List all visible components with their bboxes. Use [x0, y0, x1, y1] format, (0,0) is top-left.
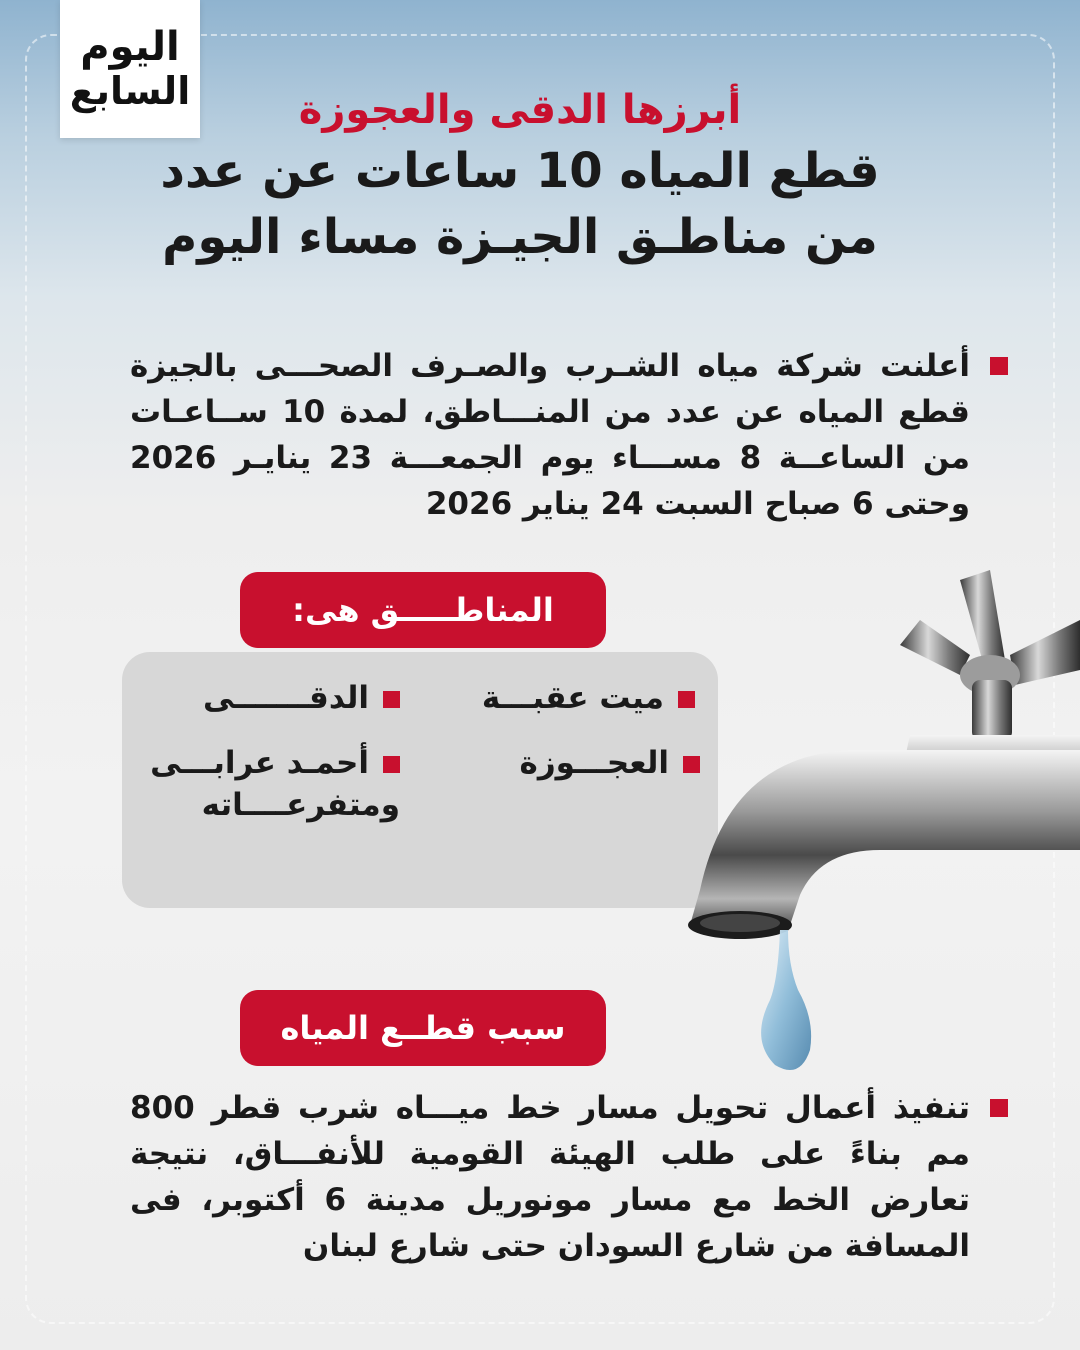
logo-line-1: اليوم	[80, 24, 180, 70]
areas-heading: المناطـــــق هى:	[292, 591, 554, 629]
reason-text: تنفيذ أعمال تحويل مسار خط ميـــاه شرب قطر 800 مم بناءً على طلب الهيئة القومية للأنفـــاق، نتيجة تعارض الخط مع مسار مونوريل مدينة 6 أكتوبر، فى المسافة من شارع السودان حتى شارع لبنان	[130, 1090, 970, 1264]
bullet-square-icon	[383, 756, 400, 773]
reason-paragraph	[130, 1085, 970, 1269]
area-label: العجـــوزة	[519, 745, 669, 781]
area-label: الدقـــــــى	[202, 680, 369, 716]
area-label: ميت عقبـــة	[481, 680, 664, 716]
faucet-icon	[660, 560, 1080, 1090]
header-title-line-2: من مناطـق الجيـزة مساء اليوم	[162, 209, 878, 265]
area-item	[203, 677, 400, 719]
header-subtitle: أبرزها الدقى والعجوزة	[298, 87, 742, 133]
reason-heading-pill	[240, 990, 606, 1066]
area-item	[140, 742, 400, 826]
bullet-square-icon	[383, 691, 400, 708]
logo-line-2: السابع	[69, 69, 191, 113]
announcement-text: أعلنت شركة مياه الشـرب والصـرف الصحـــى بالجيزة قطع المياه عن عدد من المنـــاطق، لمدة 10 ســاعـات من الساعــة 8 مســـاء يوم الجمعـــة 23 ينايـر 2026 وحتى 6 صباح السبت 24 يناير 2026	[130, 348, 970, 522]
header-title-line-1: قطع المياه 10 ساعات عن عدد	[160, 143, 880, 199]
areas-heading-pill	[240, 572, 606, 648]
announcement-paragraph	[130, 343, 970, 527]
area-label: أحمـد عرابـــى ومتفرعــــاته	[150, 745, 400, 823]
bullet-square-icon	[990, 1099, 1008, 1117]
reason-heading: سبب قطــع المياه	[280, 1009, 566, 1047]
bullet-square-icon	[990, 357, 1008, 375]
header	[150, 82, 890, 270]
